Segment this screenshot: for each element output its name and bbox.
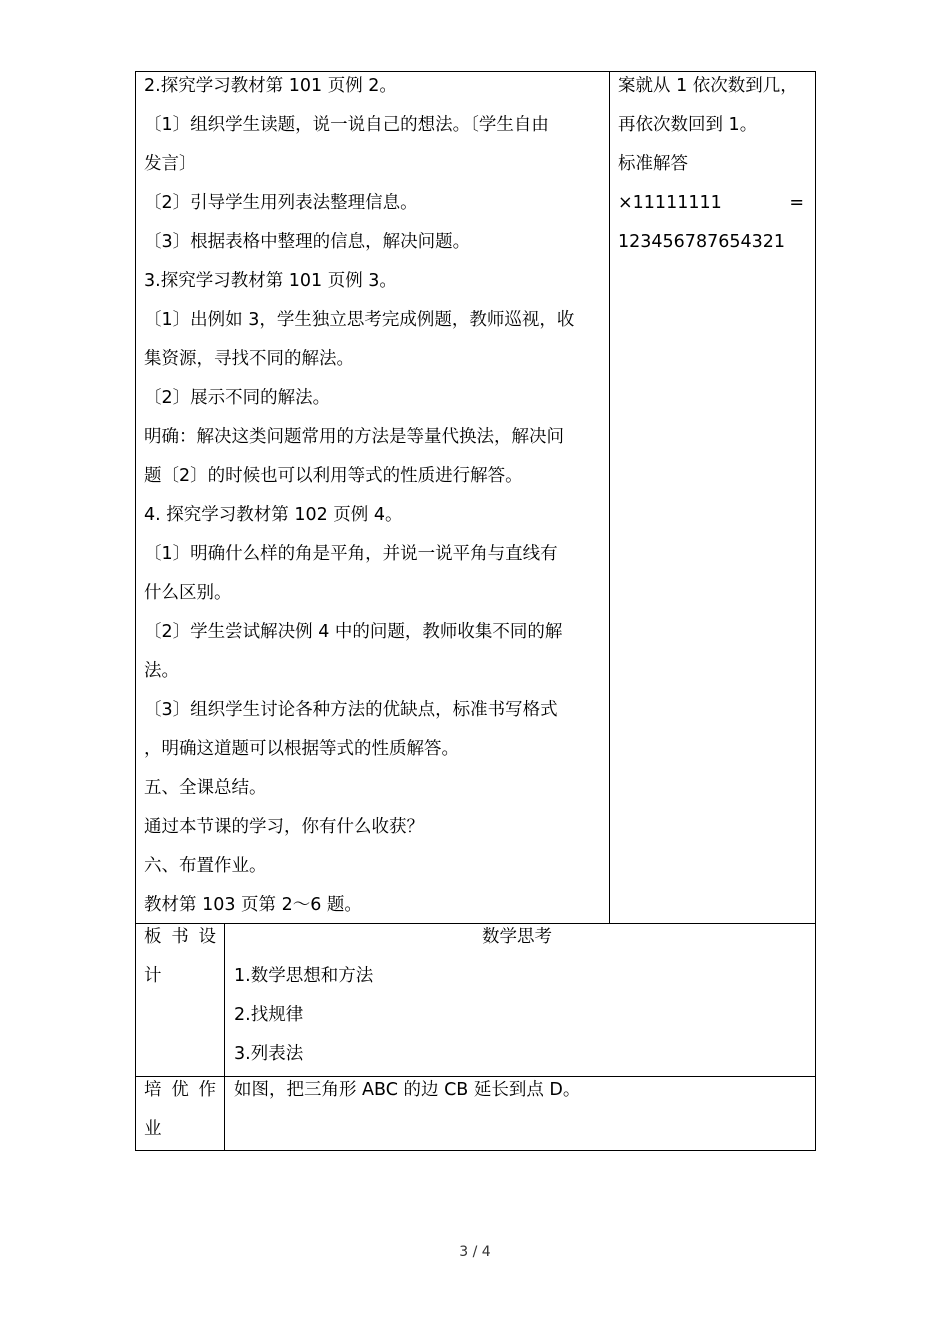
- board-design-label-line2: 计: [144, 966, 162, 986]
- page-number: 3 / 4: [459, 1244, 491, 1260]
- table-right-border: [815, 71, 816, 1151]
- board-design-item: 2.找规律: [234, 1005, 304, 1025]
- homework-text: 如图，把三角形 ABC 的边 CB 延长到点 D。: [234, 1080, 581, 1100]
- text-line: 〔3〕组织学生讨论各种方法的优缺点，标准书写格式: [144, 700, 558, 720]
- note-line: 再依次数回到 1。: [618, 115, 758, 135]
- text-line: 3.探究学习教材第 101 页例 3。: [144, 271, 397, 291]
- equation-sign: =: [789, 193, 804, 213]
- text-line: 六、布置作业。: [144, 856, 267, 876]
- homework-label-line1: 培 优 作: [144, 1080, 216, 1100]
- equation-left: ×11111111: [618, 193, 722, 213]
- label-column-divider: [224, 923, 225, 1151]
- equation-row: [618, 184, 804, 223]
- text-line: 发言〕: [144, 154, 197, 174]
- table-bottom-border: [135, 1150, 816, 1151]
- board-design-title: 数学思考: [482, 927, 552, 947]
- note-line: 案就从 1 依次数到几，: [618, 76, 798, 96]
- board-design-item: 3.列表法: [234, 1044, 304, 1064]
- text-line: 法。: [144, 661, 179, 681]
- text-line: 〔1〕明确什么样的角是平角，并说一说平角与直线有: [144, 544, 558, 564]
- notes-column: [618, 67, 804, 262]
- text-line: 通过本节课的学习，你有什么收获？: [144, 817, 424, 837]
- text-line: 〔2〕引导学生用列表法整理信息。: [144, 193, 418, 213]
- text-line: 〔2〕学生尝试解决例 4 中的问题，教师收集不同的解: [144, 622, 563, 642]
- text-line: 2.探究学习教材第 101 页例 2。: [144, 76, 397, 96]
- text-line: 集资源，寻找不同的解法。: [144, 349, 354, 369]
- text-line: 〔1〕出例如 3，学生独立思考完成例题，教师巡视，收: [144, 310, 575, 330]
- main-column-divider: [609, 71, 610, 924]
- homework-label-line2: 业: [144, 1119, 162, 1139]
- text-line: 明确：解决这类问题常用的方法是等量代换法，解决问: [144, 427, 564, 447]
- text-line: 〔3〕根据表格中整理的信息，解决问题。: [144, 232, 471, 252]
- note-line: 标准解答: [618, 154, 688, 174]
- board-design-label-line1: 板 书 设: [144, 927, 216, 947]
- equation-result: 123456787654321: [618, 232, 786, 252]
- text-line: 教材第 103 页第 2～6 题。: [144, 895, 362, 915]
- text-line: 五、全课总结。: [144, 778, 267, 798]
- table-left-border: [135, 71, 136, 1151]
- text-line: 什么区别。: [144, 583, 232, 603]
- text-line: 〔1〕组织学生读题，说一说自己的想法。〔学生自由: [144, 115, 549, 135]
- board-design-item: 1.数学思想和方法: [234, 966, 374, 986]
- text-line: 题〔2〕的时候也可以利用等式的性质进行解答。: [144, 466, 523, 486]
- text-line: 〔2〕展示不同的解法。: [144, 388, 331, 408]
- teaching-process-text: [144, 67, 604, 925]
- text-line: 4. 探究学习教材第 102 页例 4。: [144, 505, 403, 525]
- text-line: ，明确这道题可以根据等式的性质解答。: [144, 739, 459, 759]
